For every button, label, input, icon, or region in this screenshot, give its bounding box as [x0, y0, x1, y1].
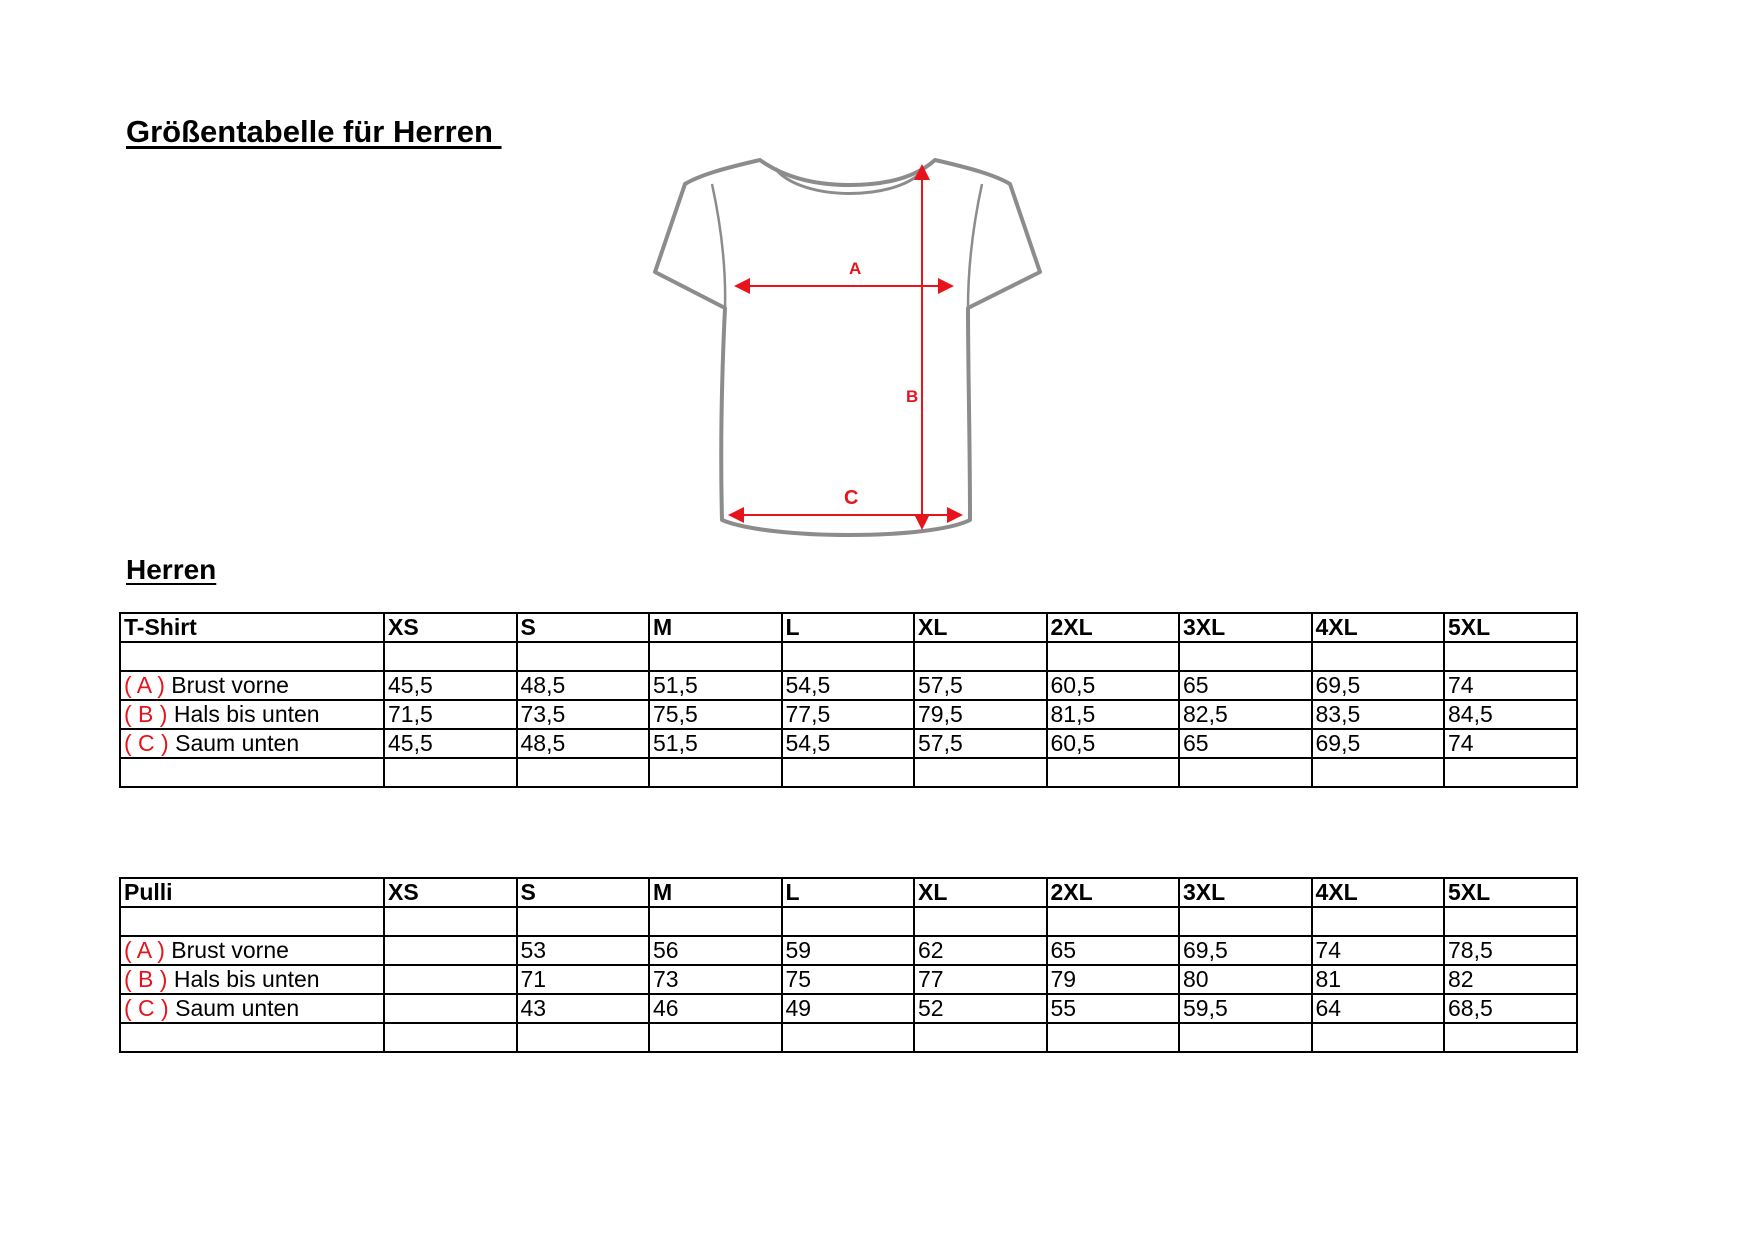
tshirt-outline [655, 160, 1040, 535]
table-cell: 81,5 [1047, 700, 1180, 729]
table-cell: 57,5 [914, 729, 1047, 758]
table-cell: 75 [782, 965, 915, 994]
size-header: XL [914, 878, 1047, 907]
size-header: L [782, 878, 915, 907]
measure-label [120, 671, 384, 700]
pulli-size-table [119, 877, 1578, 1053]
table-cell: 69,5 [1312, 671, 1445, 700]
table-cell: 81 [1312, 965, 1445, 994]
table-cell: 45,5 [384, 729, 517, 758]
measure-name: Saum unten [168, 730, 300, 756]
measure-name: Brust vorne [164, 937, 289, 963]
measure-code: ( A ) [124, 672, 165, 698]
label-c: C [844, 487, 859, 509]
tshirt-size-table [119, 612, 1578, 788]
table-cell: 74 [1444, 729, 1577, 758]
table-cell: 68,5 [1444, 994, 1577, 1023]
table-cell: 78,5 [1444, 936, 1577, 965]
measure-name: Brust vorne [164, 672, 289, 698]
label-a: A [849, 259, 862, 278]
table-header-label: T-Shirt [120, 613, 384, 642]
table-cell: 71 [517, 965, 650, 994]
table-cell: 45,5 [384, 671, 517, 700]
empty-row [120, 1023, 1577, 1052]
table-row [120, 729, 1577, 758]
size-header: XL [914, 613, 1047, 642]
measure-label [120, 700, 384, 729]
table-cell: 77,5 [782, 700, 915, 729]
size-header: S [517, 878, 650, 907]
table-cell: 57,5 [914, 671, 1047, 700]
table-header-label: Pulli [120, 878, 384, 907]
table-cell: 82 [1444, 965, 1577, 994]
table-cell [384, 965, 517, 994]
measure-label [120, 965, 384, 994]
size-header: 3XL [1179, 878, 1312, 907]
table-cell [384, 936, 517, 965]
table-cell: 69,5 [1312, 729, 1445, 758]
table-cell: 71,5 [384, 700, 517, 729]
table-cell: 60,5 [1047, 671, 1180, 700]
table-cell: 53 [517, 936, 650, 965]
measure-label [120, 994, 384, 1023]
table-cell: 77 [914, 965, 1047, 994]
measure-code: ( B ) [124, 966, 168, 992]
measure-name: Hals bis unten [167, 701, 320, 727]
table-cell: 59 [782, 936, 915, 965]
table-cell: 65 [1047, 936, 1180, 965]
empty-row [120, 758, 1577, 787]
table-cell: 49 [782, 994, 915, 1023]
measure-name: Hals bis unten [167, 966, 320, 992]
size-header: 5XL [1444, 613, 1577, 642]
table-cell: 55 [1047, 994, 1180, 1023]
table-cell: 64 [1312, 994, 1445, 1023]
table-cell: 79,5 [914, 700, 1047, 729]
table-row [120, 994, 1577, 1023]
table-cell: 52 [914, 994, 1047, 1023]
table-row [120, 936, 1577, 965]
page-title: Größentabelle für Herren [126, 114, 502, 149]
table-cell: 83,5 [1312, 700, 1445, 729]
table-cell: 84,5 [1444, 700, 1577, 729]
measure-code: ( C ) [124, 730, 169, 756]
measure-name: Saum unten [168, 995, 300, 1021]
size-header: S [517, 613, 650, 642]
table-cell: 74 [1444, 671, 1577, 700]
size-header: M [649, 613, 782, 642]
measure-label [120, 729, 384, 758]
size-header: 4XL [1312, 613, 1445, 642]
section-title: Herren [126, 554, 217, 585]
measure-label [120, 936, 384, 965]
table-cell: 43 [517, 994, 650, 1023]
table-cell: 65 [1179, 671, 1312, 700]
table-cell: 60,5 [1047, 729, 1180, 758]
table-header-row [120, 878, 1577, 907]
table-cell: 48,5 [517, 729, 650, 758]
table-header-row [120, 613, 1577, 642]
size-header: 2XL [1047, 613, 1180, 642]
table-cell: 79 [1047, 965, 1180, 994]
table-row [120, 700, 1577, 729]
size-header: 5XL [1444, 878, 1577, 907]
empty-row [120, 642, 1577, 671]
table-cell: 51,5 [649, 729, 782, 758]
tshirt-diagram [650, 150, 1070, 550]
measure-code: ( A ) [124, 937, 165, 963]
table-cell: 62 [914, 936, 1047, 965]
table-cell: 46 [649, 994, 782, 1023]
table-cell: 74 [1312, 936, 1445, 965]
table-cell: 59,5 [1179, 994, 1312, 1023]
table-cell: 51,5 [649, 671, 782, 700]
measure-code: ( B ) [124, 701, 168, 727]
table-cell: 80 [1179, 965, 1312, 994]
table-cell: 75,5 [649, 700, 782, 729]
size-header: 3XL [1179, 613, 1312, 642]
table-cell: 69,5 [1179, 936, 1312, 965]
table-cell: 82,5 [1179, 700, 1312, 729]
table-cell: 65 [1179, 729, 1312, 758]
label-b: B [906, 387, 919, 406]
measure-code: ( C ) [124, 995, 169, 1021]
table-cell: 56 [649, 936, 782, 965]
table-row [120, 671, 1577, 700]
table-cell: 54,5 [782, 729, 915, 758]
table-row [120, 965, 1577, 994]
table-cell: 48,5 [517, 671, 650, 700]
table-cell: 73 [649, 965, 782, 994]
size-header: 4XL [1312, 878, 1445, 907]
size-header: 2XL [1047, 878, 1180, 907]
table-cell: 54,5 [782, 671, 915, 700]
size-header: M [649, 878, 782, 907]
size-header: XS [384, 613, 517, 642]
size-header: L [782, 613, 915, 642]
empty-row [120, 907, 1577, 936]
table-cell: 73,5 [517, 700, 650, 729]
table-cell [384, 994, 517, 1023]
size-header: XS [384, 878, 517, 907]
